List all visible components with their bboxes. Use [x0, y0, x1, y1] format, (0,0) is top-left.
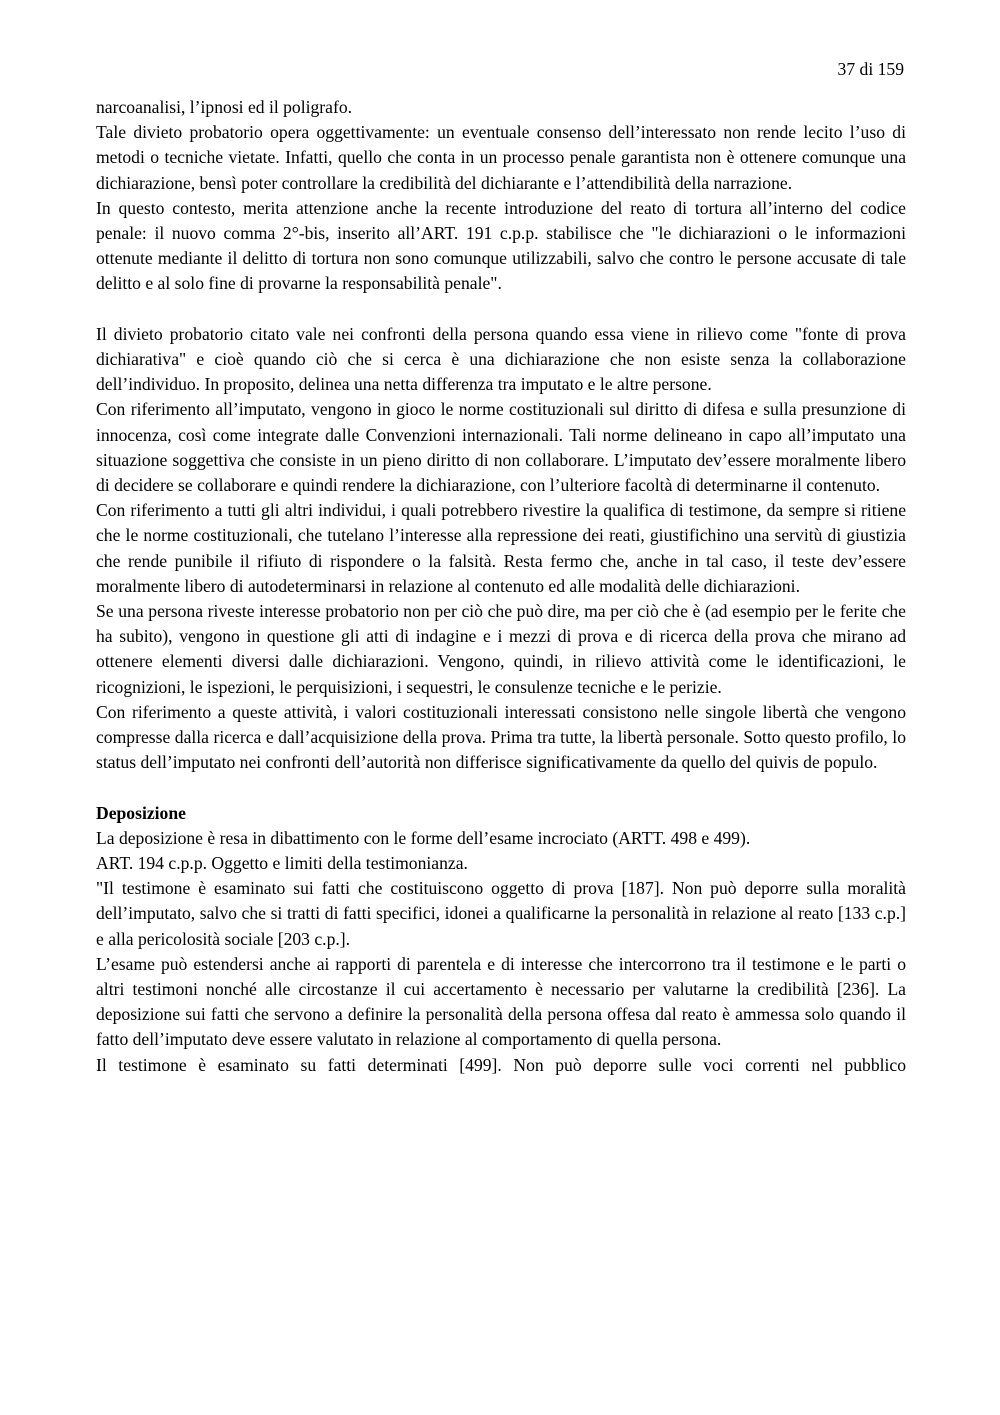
paragraph-3: In questo contesto, merita attenzione anche la recente introduzione del reato di tortura all’interno del codice penale: il nuovo comma 2°-bis, inserito all’ART. 191 c.p.p. stabilisce che "le dichiarazioni o le informazioni ottenute mediante il delitto di tortura non sono comunque utilizzabili, salvo che contro le persone accusate di tale delitto e al solo fine di provarne la responsabilità penale". [96, 197, 906, 294]
section-paragraph-3: "Il testimone è esaminato sui fatti che costituiscono oggetto di prova [187]. Non può deporre sulla moralità dell’imputato, salvo che si tratti di fatti specifici, idonei a qualificarne la personalità in relazione al reato [133 c.p.] e alla pericolosità sociale [203 c.p.]. [96, 878, 906, 949]
page-number: 37 di 159 [837, 59, 904, 79]
section-spacer [96, 775, 906, 800]
paragraph-4: Il divieto probatorio citato vale nei confronti della persona quando essa viene in rilievo come "fonte di prova dichiarativa" e cioè quando ciò che si cerca è una dichiarazione che non esiste senza la collaborazione dell’individuo. In proposito, delinea una netta differenza tra imputato e le altre persone. [96, 323, 906, 395]
section-paragraph-2: ART. 194 c.p.p. Oggetto e limiti della testimonianza. [96, 853, 468, 874]
section-heading: Deposizione [96, 802, 186, 823]
paragraph-2: Tale divieto probatorio opera oggettivamente: un eventuale consenso dell’interessato non rende lecito l’uso di metodi o tecniche vietate. Infatti, quello che conta in un processo penale garantista non è ottenere comunque una dichiarazione, bensì poter controllare la credibilità del dichiarante e l’attendibilità della narrazione. [96, 122, 906, 193]
paragraph-8: Con riferimento a queste attività, i valori costituzionali interessati consistono nelle singole libertà che vengono compresse dalla ricerca e dall’acquisizione della prova. Prima tra tutte, la libertà personale. Sotto questo profilo, lo status dell’imputato nei confronti dell’autorità non differisce significativamente da quello del quivis de populo. [96, 701, 906, 773]
document-body [96, 95, 906, 1078]
paragraph-7: Se una persona riveste interesse probatorio non per ciò che può dire, ma per ciò che è (ad esempio per le ferite che ha subito), vengono in questione gli atti di indagine e i mezzi di prova e di ricerca della prova che mirano ad ottenere elementi diversi dalle dichiarazioni. Vengono, quindi, in rilievo attività come le identificazioni, le ricognizioni, le ispezioni, le perquisizioni, i sequestri, le consulenze tecniche e le perizie. [96, 601, 906, 697]
section-paragraph-5: Il testimone è esaminato su fatti determinati [499]. Non può deporre sulle voci correnti nel pubblico [96, 1054, 906, 1075]
paragraph-5: Con riferimento all’imputato, vengono in gioco le norme costituzionali sul diritto di difesa e sulla presunzione di innocenza, così come integrate dalle Convenzioni internazionali. Tali norme delineano in capo all’imputato una situazione soggettiva che consiste in un pieno diritto di non collaborare. L’imputato dev’essere moralmente libero di decidere se collaborare e quindi rendere la dichiarazione, con l’ulteriore facoltà di determinarne il contenuto. [96, 399, 906, 496]
section-paragraph-1: La deposizione è resa in dibattimento con le forme dell’esame incrociato (ARTT. 498 e 499). [96, 827, 751, 848]
paragraph-spacer [96, 297, 906, 322]
paragraph-6: Con riferimento a tutti gli altri individui, i quali potrebbero rivestire la qualifica di testimone, da sempre si ritiene che le norme costituzionali, che tutelano l’interesse alla repressione dei reati, giustifichino una servitù di giustizia che rende punibile il rifiuto di rispondere o la falsità. Resta fermo che, anche in tal caso, il teste dev’essere moralmente libero di autodeterminarsi in relazione al contenuto ed alle modalità delle dichiarazioni. [96, 500, 906, 596]
section-paragraph-4: L’esame può estendersi anche ai rapporti di parentela e di interesse che intercorrono tra il testimone e le parti o altri testimoni nonché alle circostanze il cui accertamento è necessario per valutarne la credibilità [236]. La deposizione sui fatti che servono a definire la personalità della persona offesa dal reato è ammessa solo quando il fatto dell’imputato deve essere valutato in relazione al comportamento di quella persona. [96, 953, 906, 1050]
paragraph-1: narcoanalisi, l’ipnosi ed il poligrafo. [96, 97, 353, 117]
